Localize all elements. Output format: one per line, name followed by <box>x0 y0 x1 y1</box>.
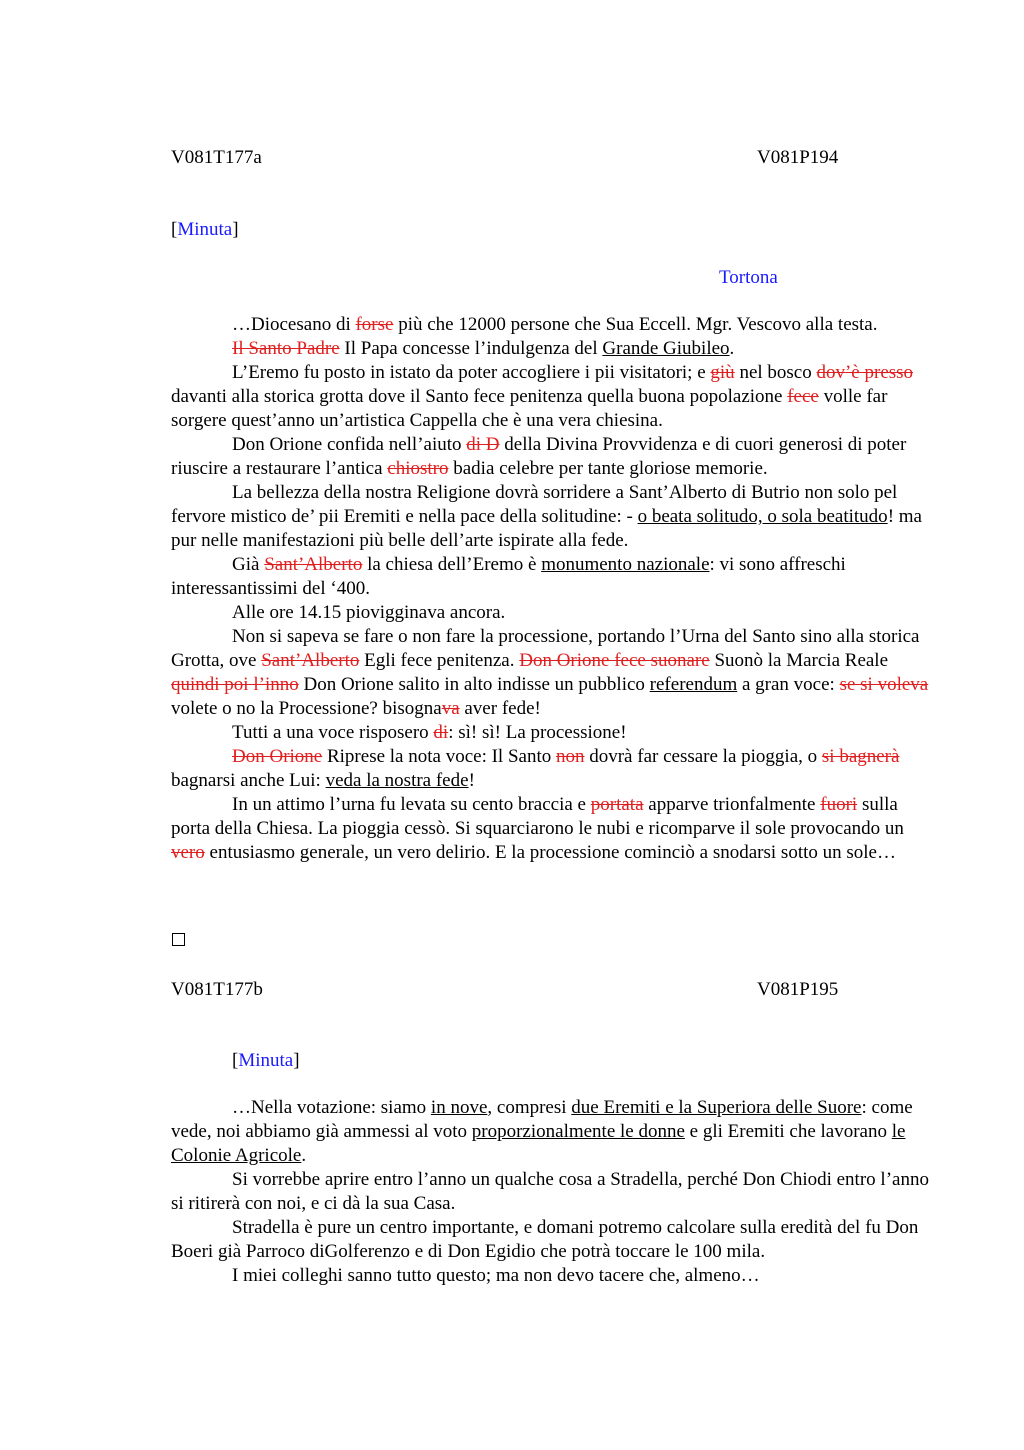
doc2-code-right: V081P195 <box>757 979 839 1000</box>
doc2-body <box>171 1096 929 1288</box>
doc2-paragraph-4: I miei colleghi sanno tutto questo; ma non devo tacere che, almeno… <box>232 1265 760 1286</box>
doc2-paragraph-2: Si vorrebbe aprire entro l’anno un qualche cosa a Stradella, perché Don Chiodi entro l’anno si ritirerà con noi, e ci dà la sua Casa. <box>171 1169 929 1214</box>
doc1-code-right: V081P194 <box>757 147 839 168</box>
doc1-paragraph-9: Tutti a una voce risposero di: sì! sì! La processione! <box>232 722 627 743</box>
doc2-paragraph-3: Stradella è pure un centro importante, e domani potremo calcolare sulla eredità del fu Don Boeri già Parroco diGolferenzo e di Don Egidio che potrà toccare le 100 mila. <box>171 1217 919 1262</box>
doc1-paragraph-10: Don Orione Riprese la nota voce: Il Santo non dovrà far cessare la pioggia, o si bagnerà bagnarsi anche Lui: veda la nostra fede! <box>171 746 900 791</box>
doc1-paragraph-5: La bellezza della nostra Religione dovrà sorridere a Sant’Alberto di Butrio non solo pel fervore mistico de’ pii Eremiti e nella pace della solitudine: - o beata solitudo, o sola beatitudo! ma pur nelle manifestazioni più belle dell’arte ispirate alla fede. <box>171 482 922 551</box>
doc1-paragraph-2: Il Santo Padre Il Papa concesse l’indulgenza del Grande Giubileo. <box>232 338 735 359</box>
doc1-paragraph-3: L’Eremo fu posto in istato da poter accogliere i pii visitatori; e giù nel bosco dov’è presso davanti alla storica grotta dove il Santo fece penitenza quella buona popolazione fece volle far sorgere quest’anno un’artistica Cappella che è una vera chiesina. <box>171 362 914 431</box>
doc1-minuta-label: [Minuta] <box>171 219 239 240</box>
doc2-minuta-label: [Minuta] <box>232 1050 300 1071</box>
doc1-paragraph-4: Don Orione confida nell’aiuto di D della Divina Provvidenza e di cuori generosi di poter riuscire a restaurare l’antica chiostro badia celebre per tante gloriose memorie. <box>171 434 907 479</box>
doc1-place: Tortona <box>719 267 778 288</box>
doc2-paragraph-1: …Nella votazione: siamo in nove, compresi due Eremiti e la Superiora delle Suore: come vede, noi abbiamo già ammessi al voto proporzionalmente le donne e gli Eremiti che lavorano le Colonie Agricole. <box>171 1097 913 1166</box>
doc1-paragraph-1: …Diocesano di forse più che 12000 persone che Sua Eccell. Mgr. Vescovo alla testa. <box>232 314 878 335</box>
doc1-paragraph-11: In un attimo l’urna fu levata su cento braccia e portata apparve trionfalmente fuori sulla porta della Chiesa. La pioggia cessò. Si squarciarono le nubi e ricomparve il sole provocando un vero entusiasmo generale, un vero delirio. E la processione cominciò a snodarsi sotto un sole… <box>171 794 904 863</box>
doc1-body <box>171 313 929 865</box>
doc1-code-left: V081T177a <box>171 147 262 168</box>
doc1-paragraph-8: Non si sapeva se fare o non fare la processione, portando l’Urna del Santo sino alla storica Grotta, ove Sant’Alberto Egli fece penitenza. Don Orione fece suonare Suonò la Marcia Reale quindi poi l’inno Don Orione salito in alto indisse un pubblico referendum a gran voce: se si voleva volete o no la Processione? bisognava aver fede! <box>171 626 929 719</box>
doc2-code-left: V081T177b <box>171 979 263 1000</box>
doc1-paragraph-6: Già Sant’Alberto la chiesa dell’Eremo è monumento nazionale: vi sono affreschi interessantissimi del ‘400. <box>171 554 846 599</box>
doc1-paragraph-7: Alle ore 14.15 piovigginava ancora. <box>232 602 506 623</box>
separator-box-icon <box>172 933 185 946</box>
